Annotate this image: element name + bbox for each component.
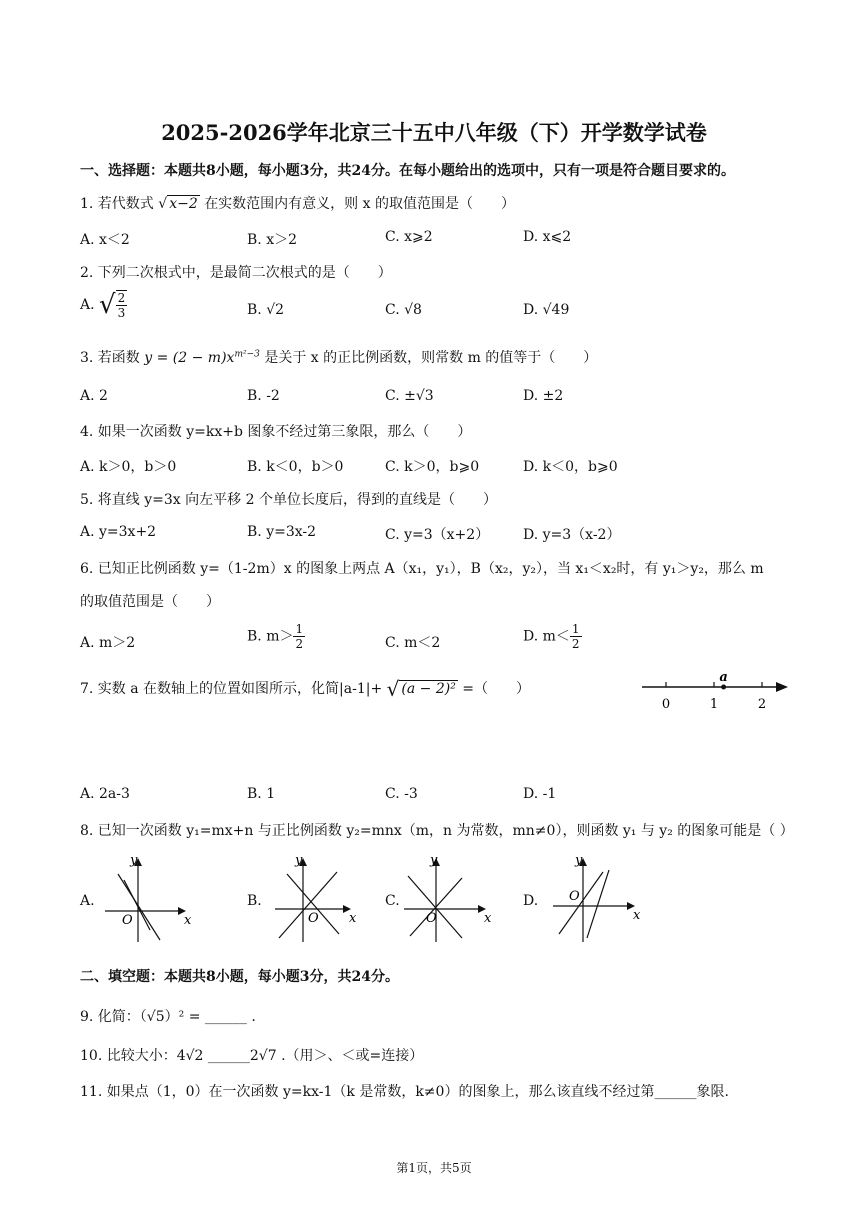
q3-option-b: B. -2 (247, 388, 280, 404)
sqrt-icon: √ (158, 196, 168, 212)
number-line-tick-label: 0 (661, 697, 671, 712)
q1-stem-b: 在实数范围内有意义，则 x 的取值范围是（ ） (204, 196, 515, 212)
q8-option-d-label: D. (523, 893, 539, 909)
question-2: 2. 下列二次根式中，是最简二次根式的是（ ） (80, 265, 392, 281)
q6-d-num: 1 (571, 622, 580, 636)
q8-option-b-label: B. (247, 893, 262, 909)
number-line-tick-label: 1 (709, 697, 719, 712)
q4-option-a: A. k＞0，b＞0 (80, 459, 177, 475)
question-9: 9. 化简：（√5）² = ______ . (80, 1009, 256, 1025)
question-3 (80, 347, 597, 367)
number-line-arrow-icon (776, 682, 788, 692)
y-axis-label: y (295, 853, 303, 868)
line-y2 (559, 872, 603, 934)
q7-stem-b: =（ ） (462, 681, 531, 697)
section-fill-heading: 二、填空题：本题共8小题，每小题3分，共24分。 (80, 969, 399, 985)
q6-option-b-label: B. m＞ (247, 628, 294, 645)
origin-label: O (426, 911, 437, 926)
x-axis-label: x (484, 911, 492, 926)
line-y1 (587, 870, 609, 938)
question-7 (80, 677, 530, 701)
q8-option-a-label: A. (80, 893, 95, 909)
question-4: 4. 如果一次函数 y=kx+b 图象不经过第三象限，那么（ ） (80, 424, 472, 440)
q6-d-den: 2 (571, 637, 580, 651)
page-footer: 第1页，共5页 (396, 1161, 472, 1175)
x-axis-label: x (184, 913, 192, 928)
q4-option-d: D. k＜0，b⩾0 (523, 459, 618, 475)
y-axis-label: y (575, 853, 583, 868)
y-axis-label: y (130, 853, 138, 868)
q3-option-a: A. 2 (80, 388, 108, 404)
q5-option-b: B. y=3x-2 (247, 524, 317, 540)
q2-option-c: C. √8 (385, 302, 422, 318)
q2-option-b: B. √2 (247, 302, 285, 318)
number-line (638, 668, 794, 714)
q4-option-b: B. k＜0，b＞0 (247, 459, 344, 475)
q6-option-c: C. m＜2 (385, 635, 441, 651)
q6-option-a: A. m＞2 (80, 635, 136, 651)
question-5: 5. 将直线 y=3x 向左平移 2 个单位长度后，得到的直线是（ ） (80, 492, 497, 508)
q3-exponent: m²−3 (234, 349, 260, 360)
q7-option-b: B. 1 (247, 786, 276, 802)
q8-graph-b (265, 852, 365, 947)
q5-option-d: D. y=3（x-2） (523, 527, 621, 543)
origin-label: O (569, 889, 580, 904)
q5-option-a: A. y=3x+2 (80, 524, 157, 540)
q1-option-c: C. x⩾2 (385, 229, 433, 245)
question-11: 11. 如果点（1，0）在一次函数 y=kx-1（k 是常数，k≠0）的图象上，那么该直线不经过第______象限. (80, 1084, 729, 1100)
q6-option-d (523, 622, 582, 651)
q2-frac-den: 3 (117, 306, 126, 320)
question-6-line-2: 的取值范围是（ ） (80, 594, 220, 610)
section-choice-heading: 一、选择题：本题共8小题，每小题3分，共24分。在每小题给出的选项中，只有一项是符合题目要求的。 (80, 163, 735, 179)
sqrt-icon: √ (386, 677, 400, 701)
q1-option-a: A. x＜2 (80, 232, 130, 248)
q6-option-b (247, 622, 305, 651)
q5-option-c: C. y=3（x+2） (385, 527, 490, 543)
q7-option-c: C. -3 (385, 786, 418, 802)
q7-option-d: D. -1 (523, 786, 557, 802)
q2-fraction (116, 290, 128, 320)
number-line-point (721, 685, 726, 690)
q2-option-a (80, 290, 127, 320)
q6-option-d-label: D. m＜ (523, 628, 570, 645)
origin-label: O (122, 913, 133, 928)
q8-option-c-label: C. (385, 893, 400, 909)
q2-frac-num: 2 (117, 291, 126, 305)
question-1 (80, 193, 515, 213)
q3-stem-a: 3. 若函数 (80, 350, 140, 366)
page-title: 2025-2026学年北京三十五中八年级（下）开学数学试卷 (161, 120, 707, 145)
sqrt-icon: √ (99, 290, 116, 320)
q3-option-d: D. ±2 (523, 388, 564, 404)
q1-radicand: x−2 (169, 196, 198, 212)
q6-b-num: 1 (295, 622, 304, 636)
q6-b-den: 2 (295, 637, 304, 651)
q8-graph-c (400, 852, 500, 947)
number-line-tick-label: 2 (757, 697, 767, 712)
q7-stem-a: 7. 实数 a 在数轴上的位置如图所示，化简|a-1|+ (80, 681, 383, 697)
question-10: 10. 比较大小：4√2 ______2√7 .（用＞、＜或=连接） (80, 1048, 424, 1064)
question-6-line-1: 6. 已知正比例函数 y=（1-2m）x 的图象上两点 A（x₁，y₁），B（x₂，y₂），当 x₁＜x₂时，有 y₁＞y₂，那么 m (80, 561, 764, 577)
q7-option-a: A. 2a-3 (80, 786, 130, 802)
q2-option-a-label: A. (80, 297, 95, 313)
q3-option-c: C. ±√3 (385, 388, 434, 404)
q8-graph-a (100, 852, 200, 947)
number-line-point-label: a (719, 670, 728, 685)
q8-graph-d (545, 852, 645, 947)
q1-option-b: B. x＞2 (247, 232, 297, 248)
q6-d-fraction (570, 622, 582, 651)
q6-b-fraction (293, 622, 305, 651)
y-axis-label: y (430, 853, 438, 868)
origin-label: O (308, 911, 319, 926)
q2-option-d: D. √49 (523, 302, 570, 318)
q4-option-c: C. k＞0，b⩾0 (385, 459, 480, 475)
x-axis-label: x (633, 908, 641, 923)
q3-formula: y = (2 − m)x (144, 350, 235, 366)
line-y1 (118, 874, 160, 940)
x-axis-label: x (349, 911, 357, 926)
line-y1 (279, 872, 337, 938)
q1-stem-a: 1. 若代数式 (80, 196, 154, 212)
q1-option-d: D. x⩽2 (523, 229, 572, 245)
q7-radicand: (a − 2)² (401, 681, 456, 697)
question-8: 8. 已知一次函数 y₁=mx+n 与正比例函数 y₂=mnx（m，n 为常数，mn≠0），则函数 y₁ 与 y₂ 的图象可能是（ ） (80, 823, 794, 839)
q3-stem-b: 是关于 x 的正比例函数，则常数 m 的值等于（ ） (264, 350, 598, 366)
